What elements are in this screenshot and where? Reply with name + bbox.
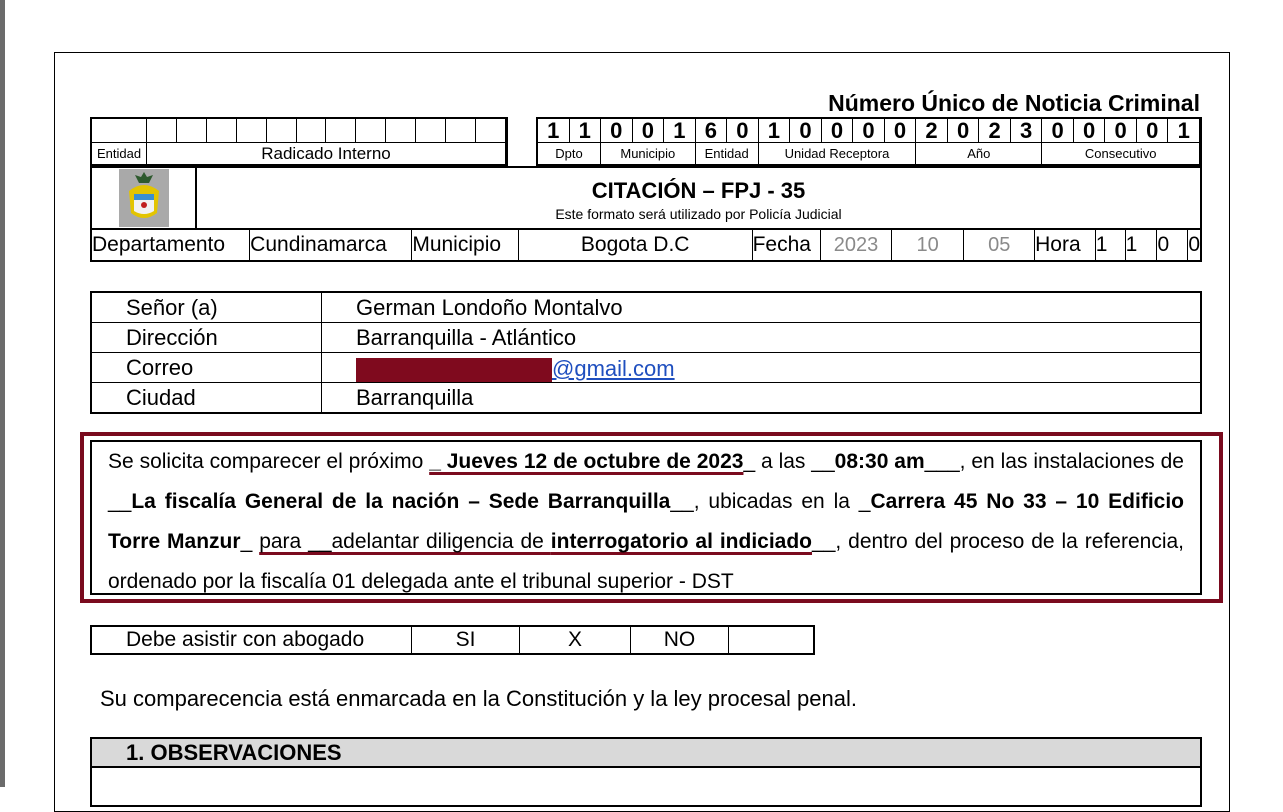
citation-purpose: para __adelantar diligencia de (259, 530, 551, 553)
no-label: NO (631, 627, 729, 653)
radicado-cell (356, 119, 386, 143)
radicado-cell (476, 119, 506, 143)
municipio-label: Municipio (412, 230, 518, 260)
nunc-digit: 1 (1168, 119, 1200, 143)
nunc-label: Unidad Receptora (759, 143, 917, 165)
window-edge (0, 0, 5, 787)
hora-digit: 0 (1157, 230, 1188, 260)
citation-address: Carrera 45 No 33 – 10 Edificio Torre Manzur (108, 490, 1184, 553)
radicado-cell (177, 119, 207, 143)
entidad-label: Entidad (92, 143, 147, 165)
person-row (92, 323, 1200, 353)
city-value: Barranquilla (356, 385, 474, 410)
radicado-cell (386, 119, 416, 143)
nunc-digit: 0 (727, 119, 759, 143)
hora-digit: 1 (1126, 230, 1158, 260)
departamento-value: Cundinamarca (250, 230, 412, 260)
hora-digit: 0 (1188, 233, 1201, 256)
radicado-cell (207, 119, 237, 143)
nunc-digit: 1 (759, 119, 791, 143)
label: Dirección (92, 323, 322, 352)
radicado-cell (147, 119, 177, 143)
text: __, dentro del proceso de la referencia, ordenado por la fiscalía 01 delegada ante el tribunal superior - DST (108, 530, 1184, 593)
nunc-digit: 0 (1105, 119, 1137, 143)
hora-label: Hora (1035, 230, 1096, 260)
nunc-digit: 1 (538, 119, 570, 143)
nunc-digit: 0 (885, 119, 917, 143)
nunc-label: Entidad (696, 143, 759, 165)
citation-time: 08:30 am (834, 450, 925, 473)
text: __, ubicadas en la _ (670, 490, 871, 513)
title-row (90, 166, 1202, 230)
nunc-label: Dpto (538, 143, 601, 165)
radicado-table (90, 117, 508, 167)
observaciones-body[interactable] (90, 767, 1202, 807)
nunc-digit: 0 (1074, 119, 1106, 143)
hora-digit: 1 (1096, 230, 1126, 260)
nunc-digit: 0 (1137, 119, 1169, 143)
departamento-label: Departamento (92, 230, 250, 260)
radicado-cell (237, 119, 267, 143)
radicado-label: Radicado Interno (147, 143, 506, 165)
legal-note: Su comparecencia está enmarcada en la Constitución y la ley procesal penal. (100, 686, 857, 711)
no-checkbox[interactable] (729, 627, 813, 653)
radicado-cell (297, 119, 327, 143)
fecha-label: Fecha (753, 230, 822, 260)
nunc-digit: 0 (1042, 119, 1074, 143)
nunc-digit: 1 (570, 119, 602, 143)
nunc-label: Consecutivo (1042, 143, 1200, 165)
radicado-cell (92, 119, 147, 143)
nunc-digit: 0 (948, 119, 980, 143)
si-checkbox[interactable]: X (520, 627, 631, 653)
form-title: CITACIÓN – FPJ - 35 (591, 178, 806, 203)
person-row (92, 383, 1200, 412)
nunc-digit: 0 (853, 119, 885, 143)
observaciones-header: 1. OBSERVACIONES (90, 737, 1202, 768)
email-link[interactable]: @gmail.com (552, 356, 675, 381)
name-value: German Londoño Montalvo (356, 295, 623, 320)
nunc-digit: 6 (696, 119, 728, 143)
text: _ a las __ (743, 450, 835, 473)
logo-cell (92, 168, 197, 228)
redacted-block (356, 358, 552, 382)
text: _ (240, 530, 260, 553)
nunc-digit: 0 (633, 119, 665, 143)
person-row (92, 293, 1200, 323)
citation-purpose-bold: interrogatorio al indiciado (550, 530, 813, 553)
radicado-cell (267, 119, 297, 143)
radicado-cell (416, 119, 446, 143)
nunc-digit: 2 (916, 119, 948, 143)
nunc-digit: 3 (1011, 119, 1043, 143)
radicado-cell (326, 119, 356, 143)
citation-paragraph (90, 440, 1202, 595)
nunc-label: Año (916, 143, 1042, 165)
lawyer-label: Debe asistir con abogado (92, 627, 412, 653)
address-value: Barranquilla - Atlántico (356, 325, 577, 350)
form-subtitle: Este formato será utilizado por Policía Judicial (555, 206, 842, 222)
person-table (90, 291, 1202, 414)
municipio-value: Bogota D.C (519, 230, 753, 260)
text: ___, en las instalaciones de __ (108, 450, 1184, 513)
label: Correo (92, 353, 322, 382)
nunc-digit: 1 (664, 119, 696, 143)
nunc-title: Número Único de Noticia Criminal (828, 90, 1200, 116)
fecha-month: 10 (892, 230, 965, 260)
citation-date: _ Jueves 12 de octubre de 2023 (429, 450, 744, 473)
citation-place: La fiscalía General de la nación – Sede Barranquilla (131, 490, 671, 513)
si-label: SI (412, 627, 520, 653)
text: Se solicita comparecer el próximo (108, 450, 430, 473)
fecha-day: 05 (964, 230, 1035, 260)
nunc-digit: 0 (822, 119, 854, 143)
label: Señor (a) (92, 293, 322, 322)
nunc-table (536, 117, 1202, 167)
nunc-digit: 0 (601, 119, 633, 143)
nunc-digit: 0 (790, 119, 822, 143)
nunc-label: Municipio (601, 143, 696, 165)
person-row (92, 353, 1200, 383)
title-cell (197, 168, 1200, 228)
lawyer-row (90, 625, 815, 655)
coat-of-arms-logo (119, 169, 169, 227)
nunc-digit: 2 (979, 119, 1011, 143)
label: Ciudad (92, 383, 322, 412)
radicado-cell (446, 119, 476, 143)
location-row (90, 228, 1202, 262)
fecha-year: 2023 (821, 230, 892, 260)
